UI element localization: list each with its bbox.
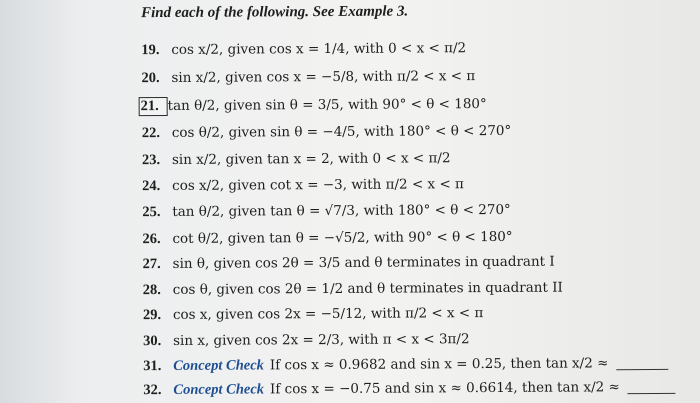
exercise-text: If cos x ≈ 0.9682 and sin x = 0.25, then tan x/2 ≈ xyxy=(269,355,609,374)
exercise-text: If cos x = −0.75 and sin x ≈ 0.6614, then tan x/2 ≈ xyxy=(269,379,620,398)
concept-check-label: Concept Check xyxy=(173,356,264,374)
exercise-text: sin x/2, given cos x = −5/8, with π/2 < x < π xyxy=(171,68,476,86)
exercise-26 xyxy=(142,225,512,251)
exercise-text: sin x, given cos 2x = 2/3, with π < x < 3π/2 xyxy=(173,331,470,349)
exercise-20 xyxy=(141,64,475,90)
exercise-text: sin θ, given cos 2θ = 3/5 and θ terminates in quadrant I xyxy=(172,253,555,272)
exercise-text: sin x/2, given tan x = 2, with 0 < x < π/2 xyxy=(171,150,451,168)
exercise-number: 29. xyxy=(142,306,162,323)
exercise-number: 23. xyxy=(141,151,161,168)
exercise-number: 31. xyxy=(143,357,162,374)
exercise-24 xyxy=(142,172,464,198)
exercise-text: cos θ, given cos 2θ = 1/2 and θ terminates in quadrant II xyxy=(172,279,563,298)
exercise-number: 26. xyxy=(142,230,161,247)
exercise-28 xyxy=(143,276,563,303)
exercise-31 xyxy=(143,351,668,378)
exercise-text: cos x/2, given cos x = 1/4, with 0 < x < π/2 xyxy=(171,40,467,58)
exercise-22 xyxy=(142,119,512,145)
exercise-number: 28. xyxy=(142,281,161,298)
exercise-number: 22. xyxy=(141,124,160,141)
exercise-number: 25. xyxy=(142,203,161,220)
exercise-number: 24. xyxy=(142,177,161,194)
answer-blank[interactable] xyxy=(616,356,668,369)
exercise-32 xyxy=(143,375,676,402)
answer-blank[interactable] xyxy=(628,380,676,393)
exercise-27 xyxy=(143,250,555,277)
exercise-25 xyxy=(142,198,511,224)
section-heading: Find each of the following. See Example 3. xyxy=(141,3,409,22)
exercise-text: tan θ/2, given tan θ = √7/3, with 180° < θ < 270° xyxy=(172,201,511,220)
exercise-23 xyxy=(142,146,451,172)
exercise-number: 20. xyxy=(141,69,160,86)
exercise-text: cos x, given cos 2x = −5/12, with π/2 < x < π xyxy=(172,305,484,323)
exercise-21 xyxy=(142,92,487,118)
exercise-30 xyxy=(143,327,470,353)
exercise-number: 32. xyxy=(143,381,162,398)
exercise-text: cos x/2, given cot x = −3, with π/2 < x < π xyxy=(172,176,464,194)
exercise-text: tan θ/2, given sin θ = 3/5, with 90° < θ < 180° xyxy=(167,96,487,114)
exercise-number: 19. xyxy=(141,41,160,58)
exercise-text: cot θ/2, given tan θ = −√5/2, with 90° < θ < 180° xyxy=(172,228,513,247)
exercise-29 xyxy=(143,301,484,327)
exercise-19 xyxy=(141,36,466,62)
exercise-text: cos θ/2, given sin θ = −4/5, with 180° < θ < 270° xyxy=(171,122,512,141)
exercise-number: 30. xyxy=(143,332,162,349)
exercise-number-boxed: 21. xyxy=(139,96,168,115)
concept-check-label: Concept Check xyxy=(173,380,265,398)
exercise-number: 27. xyxy=(142,255,161,272)
